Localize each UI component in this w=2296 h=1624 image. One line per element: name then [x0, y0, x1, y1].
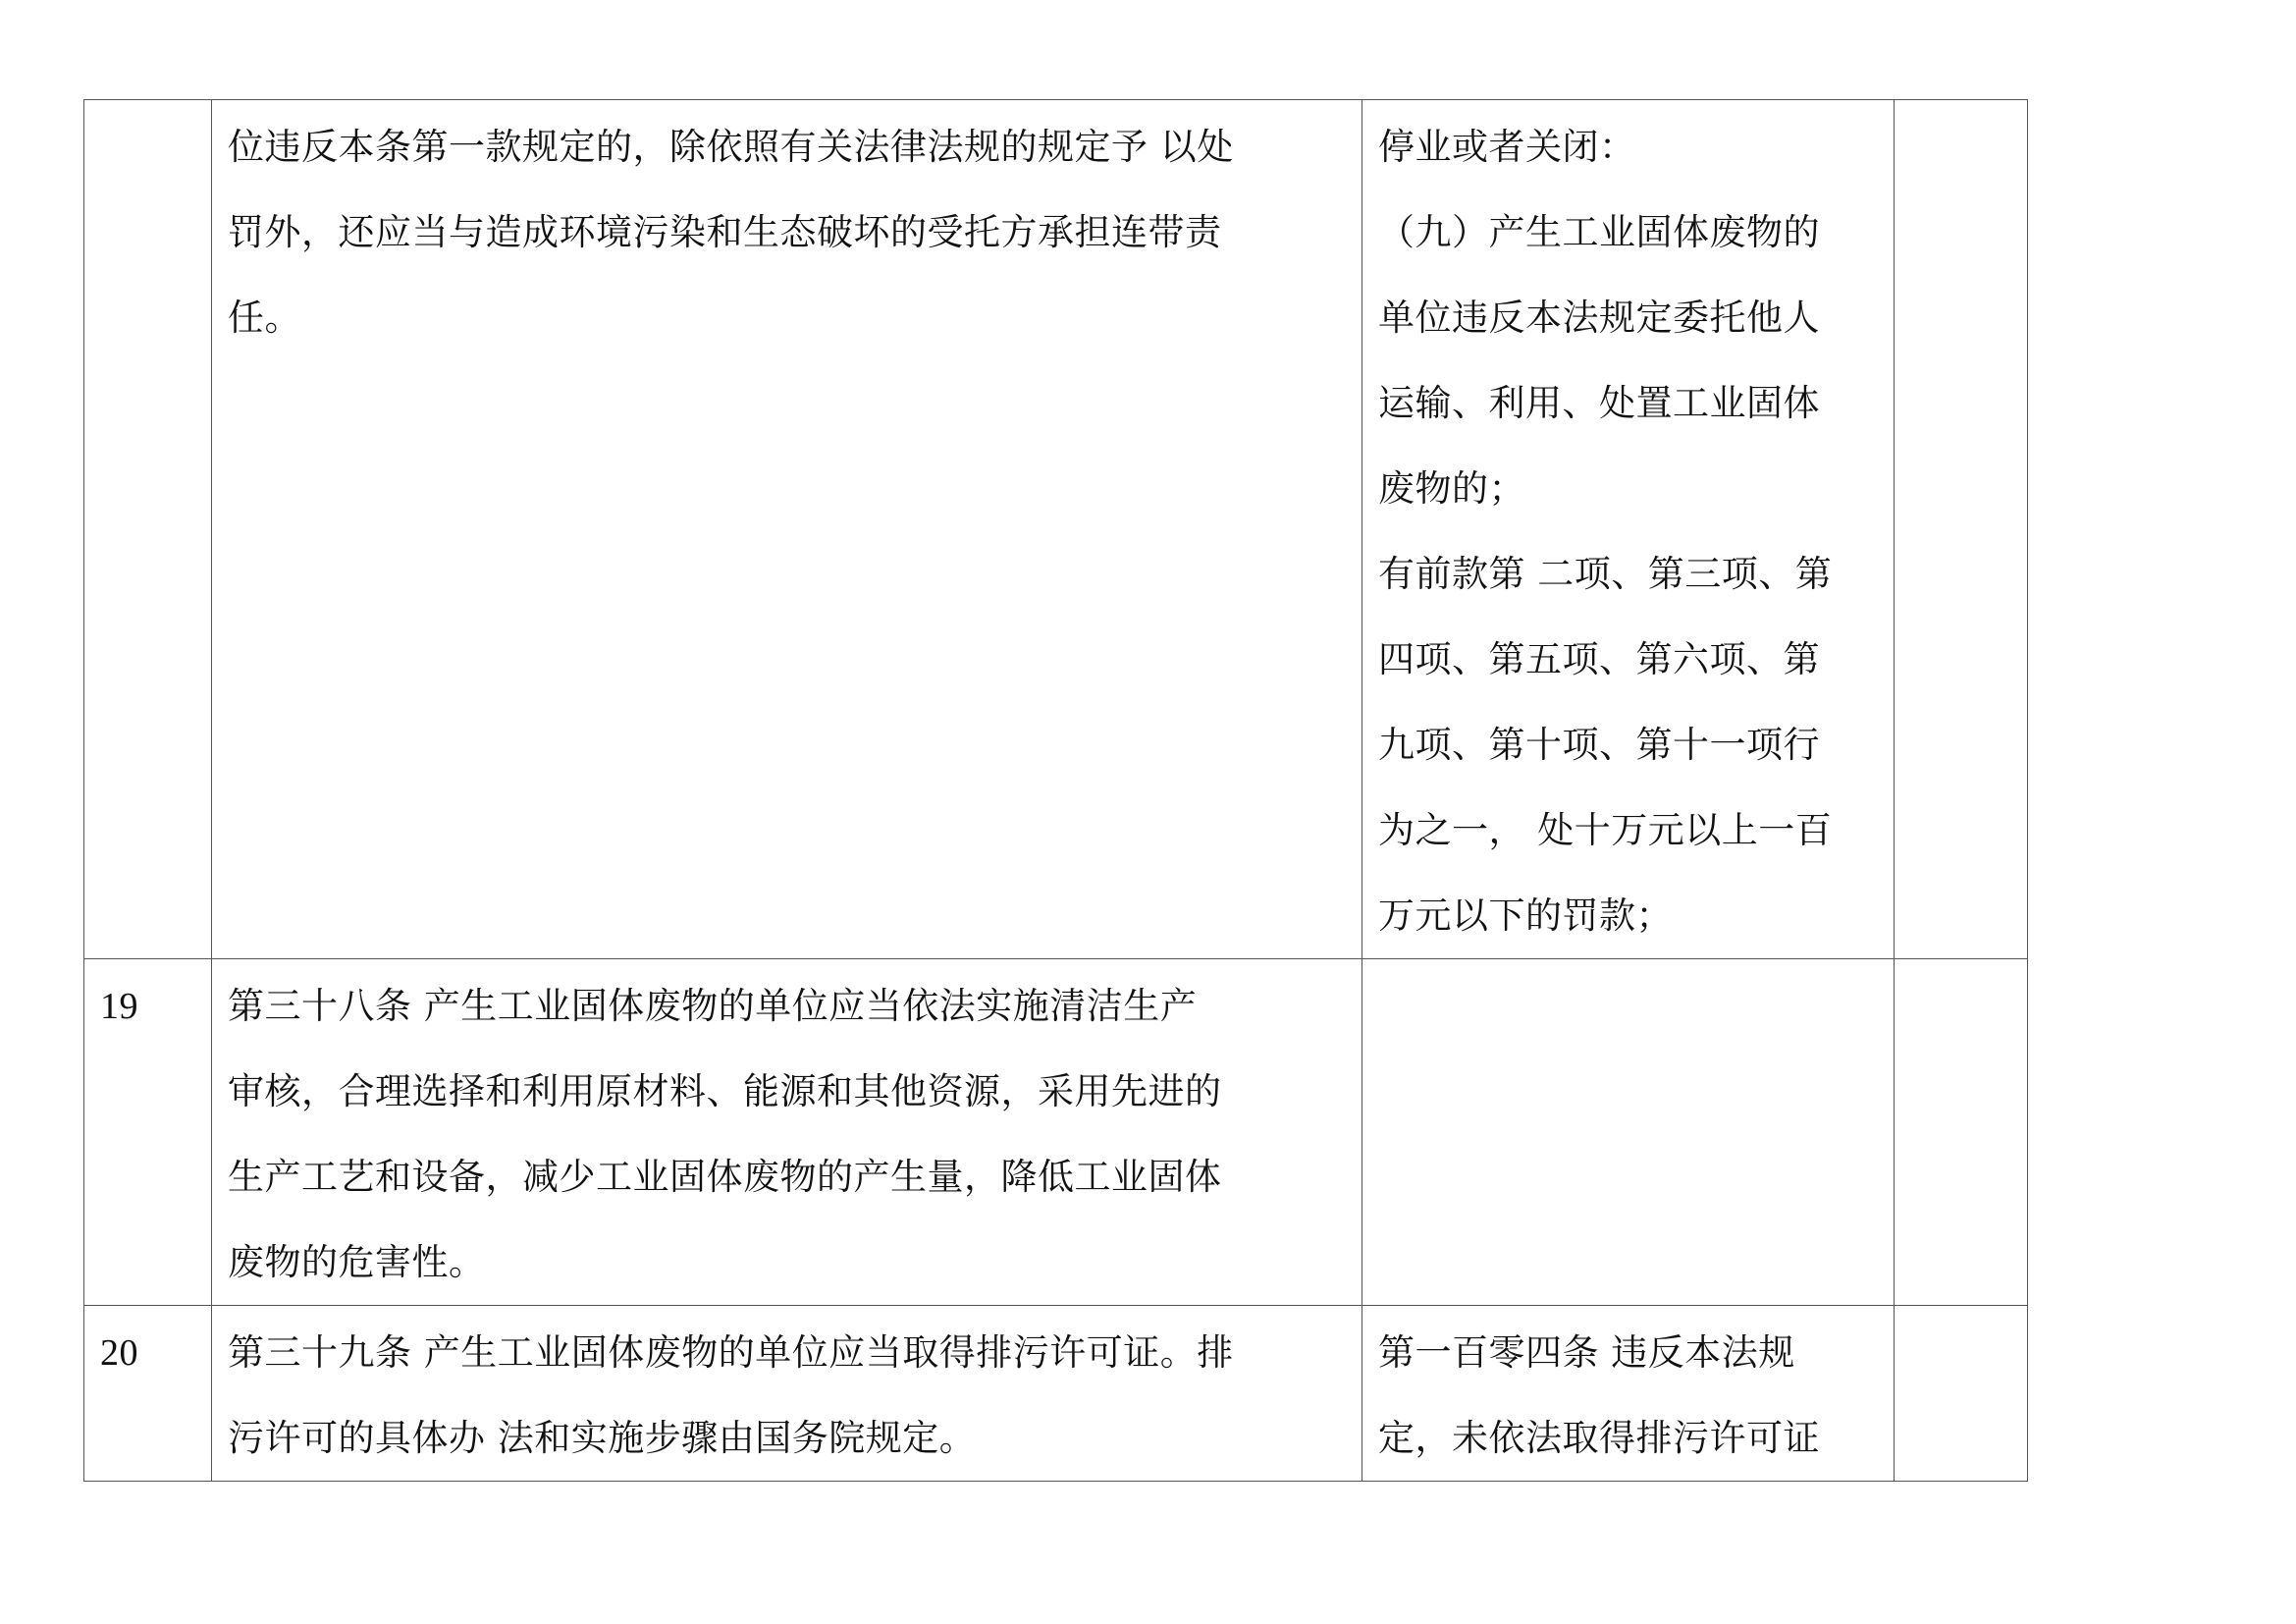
note-cell	[1895, 1306, 2028, 1482]
penalty-text-line: 第一百零四条 违反本法规	[1378, 1331, 1795, 1374]
penalty-text-line: 有前款第 二项、第三项、第	[1378, 553, 1833, 595]
penalty-text-line: 定，未依法取得排污许可证	[1378, 1417, 1820, 1459]
row-number-cell	[84, 100, 212, 959]
article-text-line: 罚外，还应当与造成环境污染和生态破坏的受托方承担连带责	[228, 211, 1222, 253]
article-text-line: 第三十九条 产生工业固体废物的单位应当取得排污许可证。排	[228, 1331, 1234, 1374]
penalty-text-cell	[1362, 1306, 1895, 1482]
article-text-cell	[212, 959, 1362, 1306]
penalty-text-cell	[1362, 959, 1895, 1306]
penalty-text-line: 单位违反本法规定委托他人	[1378, 297, 1820, 339]
article-text-line: 污许可的具体办 法和实施步骤由国务院规定。	[228, 1417, 977, 1459]
penalty-text-cell	[1362, 100, 1895, 959]
note-cell	[1895, 959, 2028, 1306]
penalty-text-line: 废物的；	[1378, 467, 1525, 510]
row-number-cell	[84, 959, 212, 1306]
penalty-text-line: 四项、第五项、第六项、第	[1378, 638, 1820, 680]
penalty-text-line: 停业或者关闭：	[1378, 126, 1636, 168]
article-text-line: 废物的危害性。	[228, 1241, 486, 1283]
article-text-cell	[212, 1306, 1362, 1482]
article-text-cell	[212, 100, 1362, 959]
penalty-text-line: 九项、第十项、第十一项行	[1378, 724, 1820, 766]
regulation-table	[83, 99, 2028, 1482]
article-text-line: 任。	[228, 297, 301, 339]
penalty-text-line: 万元以下的罚款；	[1378, 894, 1673, 937]
row-number: 19	[100, 986, 138, 1027]
table-row	[84, 1306, 2028, 1482]
article-text-line: 生产工艺和设备，减少工业固体废物的产生量，降低工业固体	[228, 1156, 1222, 1198]
penalty-text-line: 运输、利用、处置工业固体	[1378, 382, 1820, 424]
penalty-text-line: 为之一， 处十万元以上一百	[1378, 809, 1833, 851]
article-text-line: 审核，合理选择和利用原材料、能源和其他资源，采用先进的	[228, 1070, 1222, 1112]
note-cell	[1895, 100, 2028, 959]
table-row	[84, 100, 2028, 959]
article-text-line: 第三十八条 产生工业固体废物的单位应当依法实施清洁生产	[228, 985, 1198, 1027]
table-row	[84, 959, 2028, 1306]
penalty-text-line: （九）产生工业固体废物的	[1378, 211, 1820, 253]
row-number-cell	[84, 1306, 212, 1482]
article-text-line: 位违反本条第一款规定的，除依照有关法律法规的规定予 以处	[228, 126, 1234, 168]
row-number: 20	[100, 1332, 138, 1374]
